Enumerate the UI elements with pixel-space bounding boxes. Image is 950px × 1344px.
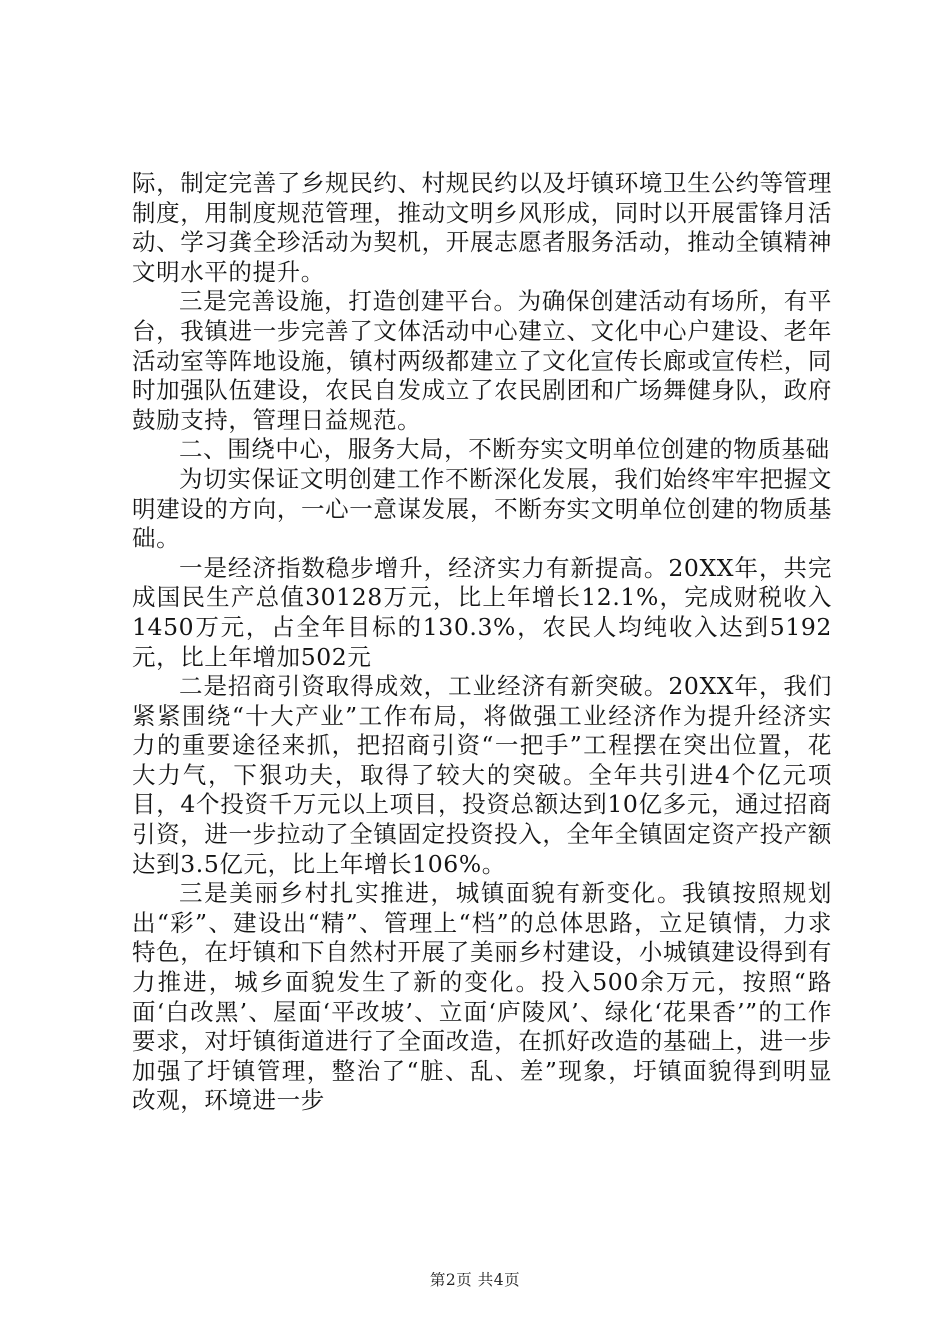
paragraph-intro: 为切实保证文明创建工作不断深化发展，我们始终牢牢把握文明建设的方向，一心一意谋发展，不断夯实文明单位创建的物质基础。 [132, 464, 832, 553]
paragraph-economy: 一是经济指数稳步增升，经济实力有新提高。20XX年，共完成国民生产总值30128万元，比上年增长12.1%，完成财税收入1450万元，占全年目标的130.3%，农民人均纯收入达到5192元，比上年增加502元 [132, 553, 832, 671]
page-number: 第2页 共4页 [429, 1271, 521, 1289]
section-heading-two: 二、围绕中心，服务大局，不断夯实文明单位创建的物质基础 [179, 435, 830, 464]
paragraph-investment: 二是招商引资取得成效，工业经济有新突破。20XX年，我们紧紧围绕“十大产业”工作布局，将做强工业经济作为提升经济实力的重要途径来抓，把招商引资“一把手”工程摆在突出位置，花大力气，下狠功夫，取得了较大的突破。全年共引进4个亿元项目，4个投资千万元以上项目，投资总额达到10亿多元，通过招商引资，进一步拉动了全镇固定投资投入，全年全镇固定资产投产额达到3.5亿元，比上年增长106%。 [132, 672, 832, 878]
paragraph-continuation: 际，制定完善了乡规民约、村规民约以及圩镇环境卫生公约等管理制度，用制度规范管理，推动文明乡风形成，同时以开展雷锋月活动、学习龚全珍活动为契机，开展志愿者服务活动，推动全镇精神文明水平的提升。 [132, 169, 832, 286]
document-body [132, 169, 832, 1116]
paragraph-facilities: 三是完善设施，打造创建平台。为确保创建活动有场所，有平台，我镇进一步完善了文体活动中心建立、文化中心户建设、老年活动室等阵地设施，镇村两级都建立了文化宣传长廊或宣传栏，同时加强队伍建设，农民自发成立了农民剧团和广场舞健身队，政府鼓励支持，管理日益规范。 [132, 287, 832, 434]
paragraph-village: 三是美丽乡村扎实推进，城镇面貌有新变化。我镇按照规划出“彩”、建设出“精”、管理上“档”的总体思路，立足镇情，力求特色，在圩镇和下自然村开展了美丽乡村建设，小城镇建设得到有力推进，城乡面貌发生了新的变化。投入500余万元，按照“路面‘白改黑’、屋面‘平改坡’、立面‘庐陵风’、绿化‘花果香’”的工作要求，对圩镇街道进行了全面改造，在抓好改造的基础上，进一步加强了圩镇管理，整治了“脏、乱、差”现象，圩镇面貌得到明显改观，环境进一步 [132, 879, 832, 1115]
